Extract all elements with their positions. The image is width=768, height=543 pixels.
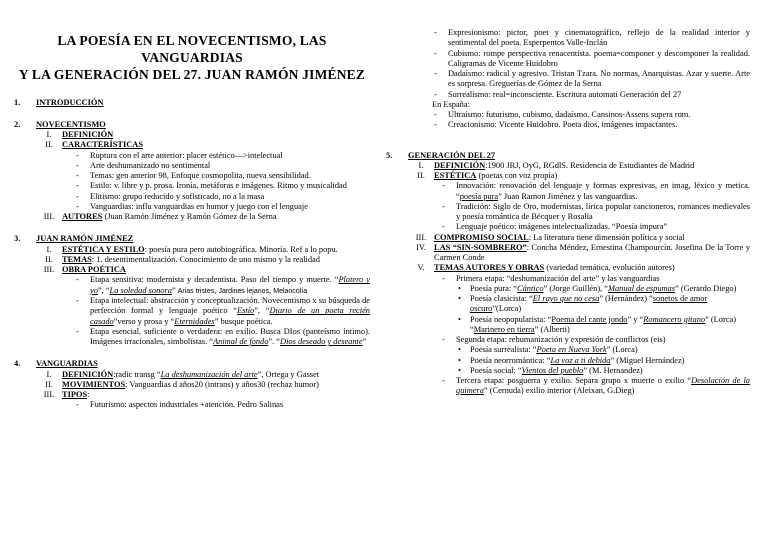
list-item: - Elitismo: grupo reducido y sofisticado, no a la masa [76, 191, 265, 201]
subsection-tipos: III. TIPOS: [36, 390, 370, 400]
section-number: 1. [14, 97, 21, 107]
list-item: - Tercera etapa: posguerra y exilio. Separa grupo x muerte o exilio “Desolación de la quimera” (Cernuda) exilio interior (Aleixan, G.Dieg) [442, 376, 750, 396]
roman-numeral: I. [418, 160, 424, 170]
left-column [14, 0, 370, 411]
bullet-item: • Poesía pura: “Cántico” (Jorge Guillén), “Manual de espumas” (Gerardo Diego) [458, 283, 737, 293]
section-generacion-27 [386, 151, 750, 161]
bullet-item: • Poesía social: “Vientos del pueblo” (M. Hernandez) [458, 365, 643, 375]
section-juan-ramon [14, 234, 370, 244]
subsection-definicion: I. DEFINICIÓN:1900 JRJ, OyG, RGdlS. Residencia de Estudiantes de Madrid [408, 161, 750, 171]
bullet-item: • Poesía neorromántica: “La voz a ti debida” (Miguel Hernández) [458, 355, 685, 365]
subsection-caracteristicas [36, 140, 370, 150]
list-item: - Ultraísmo: futurismo, cubismo, dadaísmo. Cansinos-Assens supera rom. [434, 110, 691, 119]
subsection-definicion [36, 130, 370, 140]
section-introduccion [14, 98, 370, 108]
subsection-title: CARACTERÍSTICAS [62, 140, 143, 150]
roman-numeral: III. [415, 232, 427, 242]
list-item: - Arte deshumanizado no sentimental [76, 160, 211, 170]
subsection-movimientos: II. MOVIMIENTOS: Vanguardias d años20 (intrans) y años30 (rechaz humor) [36, 380, 370, 390]
list-item: - Ruptura con el arte anterior: placer estético—>intelectual [76, 150, 283, 160]
bullet-item: • Poesía surrealista: “Poeta en Nueva York” (Lorca) [458, 345, 638, 355]
page-title [14, 33, 370, 84]
roman-numeral: III. [43, 265, 55, 275]
roman-numeral: II. [45, 140, 53, 150]
roman-numeral: II. [45, 379, 53, 389]
bullet-item: • Poesía neopopularista: “Poema del cante jondo” y “Romancero gitano” (Lorca) “Marinero en tierra” (Alberti) [458, 314, 736, 334]
roman-numeral: II. [45, 254, 53, 264]
list-item: - Expresionismo: pictor, poet y cinematográfico, reflejo de la realidad interior y sentimental del poeta. Esperpentos Valle-Inclán [434, 28, 750, 48]
bullet-item: • Poesía clasicista: “El rayo que no cesa” (Hernández) “sonetos de amor oscuro”(Lorca) [458, 294, 708, 314]
subsection-definicion: I. DEFINICIÓN:radic transg “La deshumanización del arte”, Ortega y Gasset [36, 370, 370, 380]
section-number: 5. [386, 150, 393, 160]
subsection-title: DEFINICIÓN [62, 130, 114, 140]
title-line-1: LA POESÍA EN EL NOVECENTISMO, LAS VANGUARDIAS [57, 33, 327, 65]
list-item: - Vanguardias: influ vanguardias en humor y juego con el lenguaje [76, 201, 308, 211]
subsection-temas: II. TEMAS: 1. desentimentalización. Conocimiento de uno mismo y la realidad [36, 255, 370, 265]
espana-label: En España: [432, 99, 470, 109]
right-column [386, 28, 751, 397]
list-item: - Futurismo: aspectos industriales +atención. Pedro Salinas [76, 400, 284, 410]
subsection-temas-autores: V. TEMAS AUTORES Y OBRAS (variedad temática, evolución autores) [408, 263, 750, 273]
section-number: 4. [14, 359, 21, 369]
section-title: JUAN RAMÓN JIMÉNEZ [36, 234, 134, 244]
section-title: NOVECENTISMO [36, 119, 106, 129]
list-item: - Etapa sensitiva: modernista y decadentista. Paso del tiempo y muerte. “Platero y yo”, “La soledad sonora” Arias tristes, Jardines lejanos, Melancolía [76, 275, 370, 295]
list-item: - Segunda etapa: rehumanización y expresión de conflictos (eis) [442, 335, 666, 344]
roman-numeral: I. [46, 244, 52, 254]
roman-numeral: I. [46, 130, 52, 140]
roman-numeral: I. [46, 369, 52, 379]
list-item: - Cubismo: rompe perspectiva renacentista. poema=componer y descomponer la realidad. Caligramas de Vicente Huidobro [434, 48, 750, 68]
section-number: 3. [14, 234, 21, 244]
subsection-autores: III. AUTORES (Juan Ramón Jiménez y Ramón Gómez de la Serna [36, 212, 370, 222]
roman-numeral: III. [43, 390, 55, 400]
list-item: - Dadaísmo: radical y agresivo. Tristan Tzara. No normas, Anarquistas. Azar y suerte. Arte es sorpresa. Greguerías de Gómez de la Serna [434, 69, 750, 89]
roman-numeral: III. [43, 212, 55, 222]
list-item: - Surrealismo: real=inconsciente. Escritura automati Generación del 27 [434, 89, 682, 99]
list-item: - Primera etapa: “deshumanización del arte” y las vanguardias [442, 273, 660, 283]
roman-numeral: V. [417, 263, 425, 273]
section-title: INTRODUCCIÓN [36, 97, 104, 107]
list-item: - Etapa intelectual: abstracción y conceptualización. Novecentismo x su búsqueda de perfección formal y lenguaje poético “Estío”, “Diario de un poeta recién casado”verso y prosa y “Eternidades” busque poética. [76, 296, 370, 326]
subsection-title: AUTORES [62, 212, 103, 222]
list-item: - Creacionismo: Vicente Huidobro. Poeta dios, imágenes impactantes. [434, 120, 678, 130]
list-item: - Lenguaje poético: imágenes intelectualizadas. “Poesía impura” [442, 222, 668, 232]
subsection-sin-sombrero: IV. LAS “SIN-SOMBRERO”: Concha Méndez, Ernestina Champourcín. Josefina De la Torre y Carmen Conde [408, 243, 750, 264]
section-novecentismo [14, 120, 370, 130]
list-item: - Innovación: renovación del lenguaje y formas expresivas, en imag, léxico y metica. “poesía pura” Juan Ramon Jiménez y las vanguardias. [442, 181, 750, 201]
subsection-estetica: II. ESTÉTICA (poetas con voz propia) [408, 171, 750, 181]
list-item: - Tradición: Siglo de Oro, modernistas, lírica popular cancioneros, romances medievales y poesía romántica de Bécquer y Rosalía [442, 201, 750, 221]
list-item: - Temas: gen anterior 98, Enfoque cosmopolita, nueva sensibilidad. [76, 171, 311, 181]
subsection-estetica: I. ESTÉTICA Y ESTILO: poesía pura pero autobiográfica. Minoría. Ref a lo popu. [36, 245, 370, 255]
roman-numeral: IV. [416, 242, 426, 252]
title-line-2: Y LA GENERACIÓN DEL 27. JUAN RAMÓN JIMÉNEZ [18, 66, 366, 82]
section-number: 2. [14, 119, 21, 129]
list-item: - Etapa esencial, suficiente o verdadera: en exilio. Busca DIos (panteísmo íntimo). Imágenes irracionales, simbolistas. “Animal de fondo”. “Dios deseado y deseante” [76, 326, 370, 347]
roman-numeral: II. [417, 171, 425, 180]
subsection-obra: III. OBRA POÉTICA [36, 265, 370, 275]
section-vanguardias [14, 359, 370, 369]
list-item: - Estilo: v. libre y p. prosa. Ironía, metáforas e imágenes. Ritmo y musicalidad [76, 181, 347, 191]
section-title: GENERACIÓN DEL 27 [408, 150, 496, 160]
subsection-compromiso: III. COMPROMISO SOCIAL: La literatura tiene dimensión política y social [408, 233, 750, 243]
section-title: VANGUARDIAS [36, 359, 98, 369]
